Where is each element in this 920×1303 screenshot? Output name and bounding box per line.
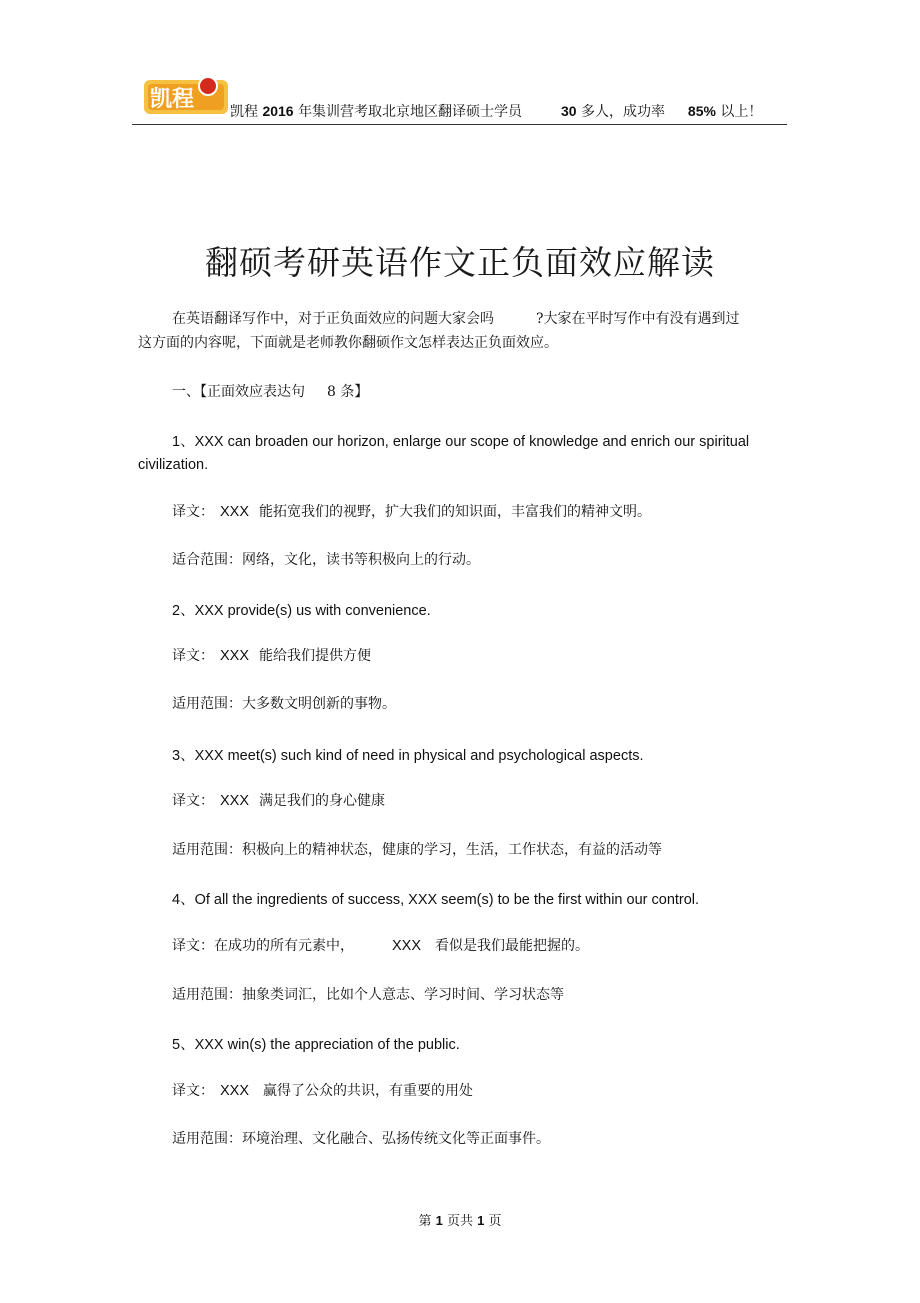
item-2-english: 2、XXX provide(s) us with convenience. (172, 603, 431, 619)
kaicheng-logo (142, 70, 234, 118)
intro-line-1 (172, 307, 792, 331)
item-5-tr-x: XXX (220, 1083, 250, 1099)
header-prefix: 凯程 (230, 104, 258, 120)
page-header (132, 66, 787, 125)
item-1-translation (172, 500, 651, 524)
footer-total: 1 (477, 1213, 485, 1228)
page-title: 翻硕考研英语作文正负面效应解读 (205, 243, 715, 283)
item-2-tr-x: XXX (220, 648, 250, 664)
footer-a: 第 (418, 1214, 432, 1229)
item-3-english: 3、XXX meet(s) such kind of need in physical and psychological aspects. (172, 748, 644, 764)
item-3-scope: 适用范围：积极向上的精神状态，健康的学习，生活，工作状态，有益的活动等 (172, 842, 662, 858)
section-prefix: 一、【正面效应表达句 (172, 384, 305, 400)
item-5-translation (172, 1079, 473, 1103)
section-heading (172, 380, 368, 404)
item-4-english: 4、Of all the ingredients of success, XXX seem(s) to be the first within our control. (172, 892, 700, 908)
item-1-tr-x: XXX (220, 504, 250, 520)
header-text-c: 以上！ (720, 104, 763, 120)
item-1-english: 1、XXX can broaden our horizon, enlarge our scope of knowledge and enrich our spiritual (172, 434, 750, 450)
item-2-scope: 适用范围：大多数文明创新的事物。 (172, 696, 396, 712)
header-count: 30 (560, 103, 577, 119)
item-5-tr-text: 赢得了公众的共识，有重要的用处 (263, 1083, 474, 1099)
item-5-tr-label: 译文： (172, 1083, 214, 1099)
item-2-tr-label: 译文： (172, 648, 214, 664)
page-footer (0, 1210, 920, 1229)
item-4-tr-label: 译文：在成功的所有元素中， (172, 938, 354, 954)
item-1-tr-label: 译文： (172, 504, 214, 520)
footer-c: 页 (488, 1214, 502, 1229)
item-1-tr-text: 能拓宽我们的视野，扩大我们的知识面，丰富我们的精神文明。 (259, 504, 652, 520)
footer-page: 1 (435, 1213, 443, 1228)
item-3-tr-text: 满足我们的身心健康 (259, 793, 386, 809)
header-year: 2016 (262, 103, 294, 119)
footer-b: 页共 (446, 1214, 473, 1229)
intro-line-1b: ?大家在平时写作中有没有遇到过 (536, 311, 740, 327)
logo-text: 凯程 (150, 87, 195, 112)
header-text-b: 多人，成功率 (581, 104, 665, 120)
item-4-translation (172, 934, 589, 958)
header-rate: 85% (687, 103, 716, 119)
item-1-english-cont: civilization. (138, 457, 209, 473)
item-3-translation (172, 789, 385, 813)
item-3-tr-label: 译文： (172, 793, 214, 809)
item-4-scope: 适用范围：抽象类词汇，比如个人意志、学习时间、学习状态等 (172, 987, 564, 1003)
item-5-english: 5、XXX win(s) the appreciation of the public. (172, 1037, 460, 1053)
intro-line-1a: 在英语翻译写作中，对于正负面效应的问题大家会吗 (172, 311, 494, 327)
item-4-tr-text: 看似是我们最能把握的。 (435, 938, 590, 954)
item-5-scope: 适用范围：环境治理、文化融合、弘扬传统文化等正面事件。 (172, 1131, 550, 1147)
item-4-tr-x: XXX (392, 938, 422, 954)
item-2-translation (172, 644, 371, 668)
header-slogan (230, 101, 790, 121)
intro-line-2: 这方面的内容呢，下面就是老师教你翻硕作文怎样表达正负面效应。 (138, 335, 558, 351)
item-3-tr-x: XXX (220, 793, 250, 809)
section-count: 8 条】 (327, 384, 369, 400)
item-2-tr-text: 能给我们提供方便 (259, 648, 372, 664)
item-1-scope: 适合范围：网络，文化，读书等积极向上的行动。 (172, 552, 480, 568)
header-text-a: 年集训营考取北京地区翻译硕士学员 (298, 104, 523, 120)
